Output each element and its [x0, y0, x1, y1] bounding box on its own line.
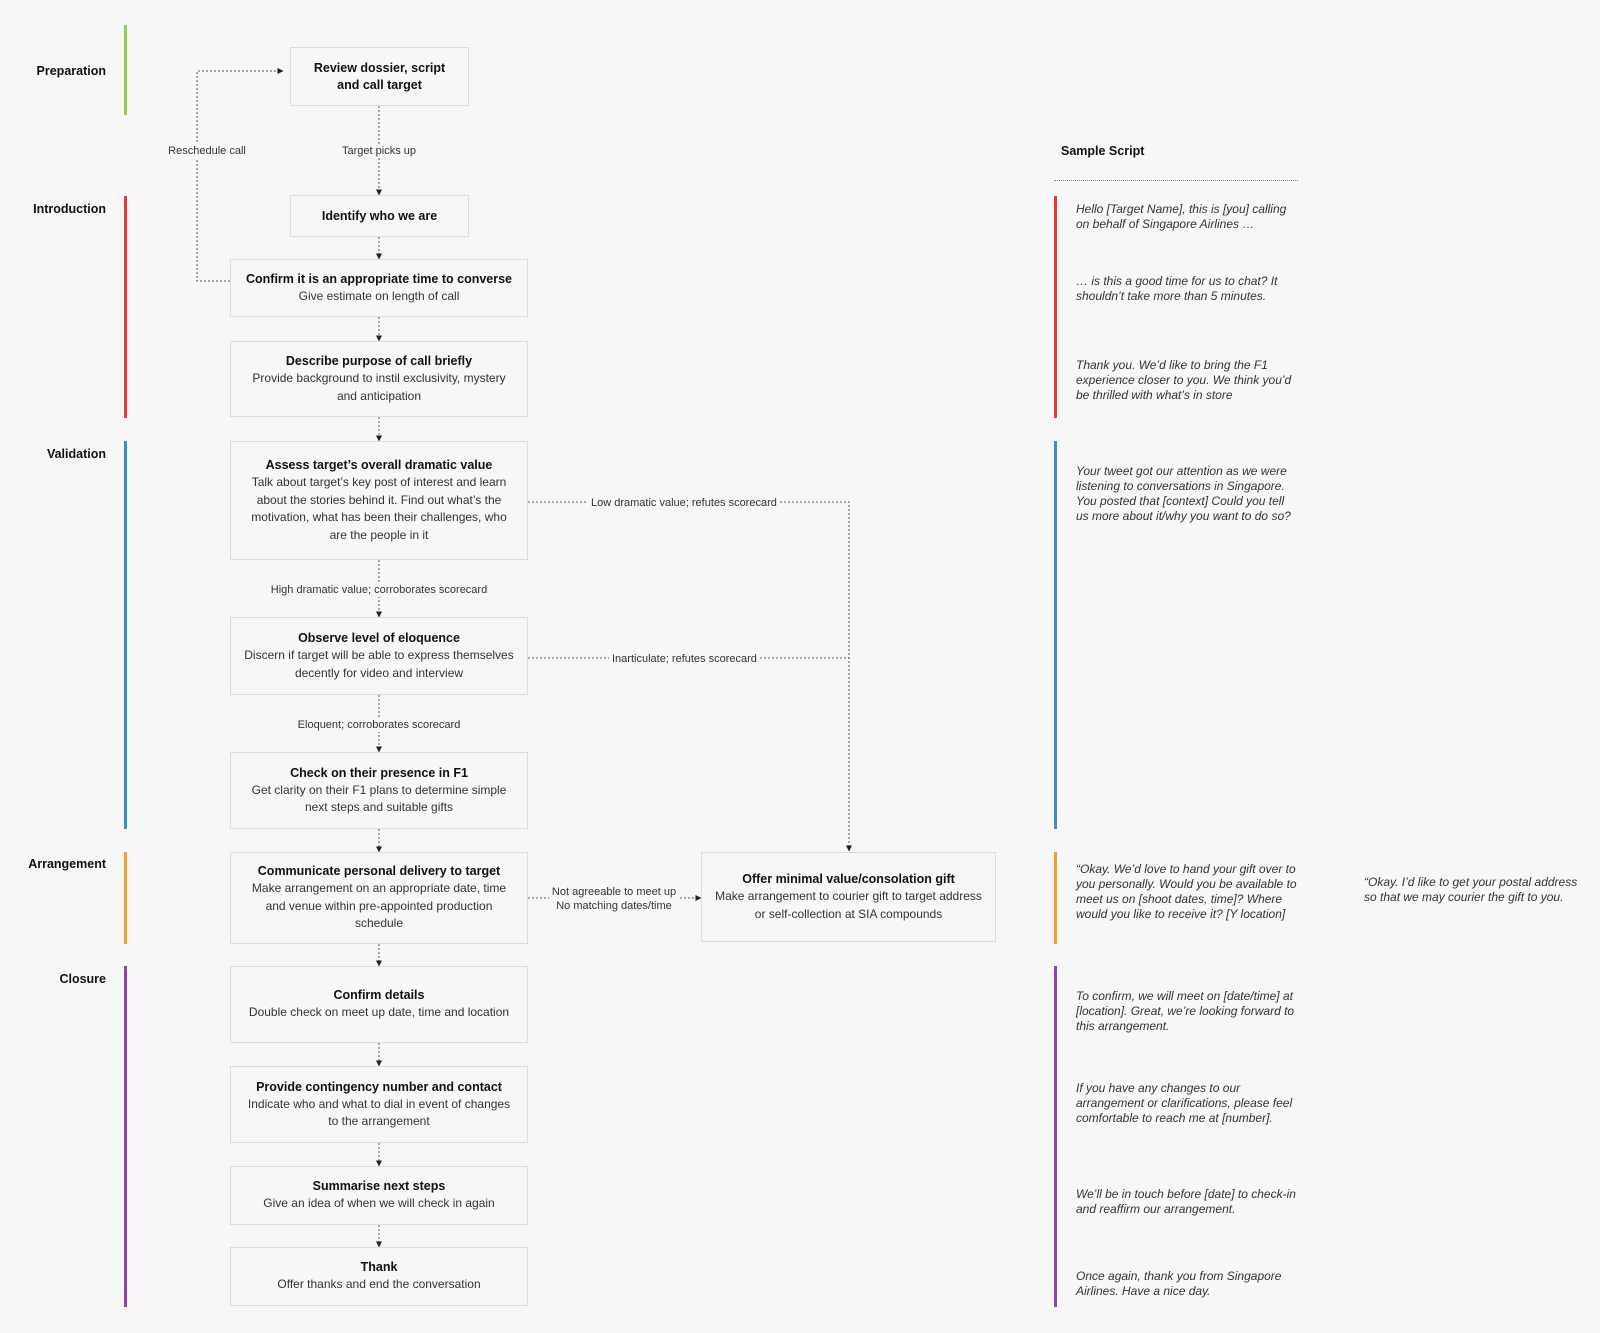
step-title: Offer minimal value/consolation gift: [742, 872, 955, 886]
script-hello: Hello [Target Name], this is [you] calling on behalf of Singapore Airlines …: [1076, 202, 1287, 231]
step-description: Indicate who and what to dial in event of changes to the arrangement: [247, 1096, 511, 1128]
step-description: Get clarity on their F1 plans to determine simple next steps and suitable gifts: [251, 782, 507, 814]
edge-label-not-agreeable-line-2: No matching dates/time: [556, 900, 672, 912]
step-assess-value: [230, 441, 528, 560]
step-title: Confirm details: [333, 988, 425, 1003]
step-description: Make arrangement to courier gift to target address or self-collection at SIA compounds: [715, 889, 982, 921]
step-description: Provide background to instil exclusivity, mystery and anticipation: [252, 371, 506, 403]
step-title: Observe level of eloquence: [298, 631, 460, 645]
step-identify: [290, 195, 469, 237]
script-bar-closure: [1054, 966, 1057, 1307]
step-title: Review dossier, script and call target: [313, 60, 446, 92]
script-hand-gift: “Okay. We’d love to hand your gift over to you personally. Would you be available to meet us on [shoot dates, time]? Where would you like to receive it? [Y location]: [1076, 862, 1297, 921]
step-description: Talk about target’s key post of interest and learn about the stories behind it. Find out what’s the motivation, what has been their challenges, who are the people in it: [251, 475, 507, 542]
step-title: Communicate personal delivery to target: [257, 864, 501, 879]
edge-label-high-dramatic: High dramatic value; corroborates scorecard: [268, 583, 490, 597]
step-confirm-details: [230, 966, 528, 1043]
step-description: Give estimate on length of call: [298, 288, 460, 303]
script-tweet: Your tweet got our attention as we were listening to conversations in Singapore. You posted that [context] Could you tell us more about it/why you want to do so?: [1076, 464, 1291, 523]
edge-label-target-picks-up: Target picks up: [339, 144, 419, 158]
script-postal: “Okay. I’d like to get your postal address so that we may courier the gift to you.: [1364, 875, 1578, 904]
script-bar-validation: [1054, 441, 1057, 829]
phase-bar-closure: [124, 966, 127, 1307]
script-once-again: Once again, thank you from Singapore Airlines. Have a nice day.: [1076, 1269, 1282, 1298]
step-title: Summarise next steps: [312, 1179, 446, 1194]
script-bar-arrangement: [1054, 852, 1057, 944]
phase-label-validation: Validation: [46, 447, 106, 461]
step-description: Give an idea of when we will check in again: [263, 1196, 495, 1211]
step-observe-eloquence: [230, 617, 528, 695]
connector-assess-offer: [528, 502, 849, 851]
phase-label-preparation: Preparation: [36, 64, 106, 78]
connector-reschedule-loop: [197, 71, 283, 281]
script-thank-you: Thank you. We’d like to bring the F1 experience closer to you. We think you’d be thrilled with what’s in store: [1076, 358, 1292, 402]
phase-bar-validation: [124, 441, 127, 829]
step-summarise: [230, 1166, 528, 1225]
phase-label-arrangement: Arrangement: [28, 857, 106, 871]
step-check-presence: [230, 752, 528, 829]
step-description: Double check on meet up date, time and location: [248, 1005, 510, 1020]
step-title: Confirm it is an appropriate time to converse: [245, 271, 513, 286]
phase-bar-preparation: [124, 25, 127, 115]
step-description: Make arrangement on an appropriate date, time and venue within pre-appointed production schedule: [251, 881, 507, 931]
step-title: Assess target’s overall dramatic value: [265, 458, 493, 472]
step-review-dossier: [290, 47, 469, 106]
step-offer-gift: [701, 852, 996, 942]
step-title: Thank: [360, 1260, 398, 1275]
script-bar-introduction: [1054, 196, 1057, 418]
step-communicate-delivery: [230, 852, 528, 944]
edge-label-not-agreeable: [549, 885, 679, 913]
edge-label-reschedule: Reschedule call: [165, 144, 249, 158]
step-title: Provide contingency number and contact: [256, 1079, 502, 1094]
phase-bar-arrangement: [124, 852, 127, 944]
sample-script-divider: [1054, 180, 1298, 181]
step-description: Offer thanks and end the conversation: [277, 1277, 481, 1292]
sample-script-heading: Sample Script: [1061, 144, 1145, 158]
step-title: Check on their presence in F1: [290, 765, 468, 780]
step-title: Identify who we are: [321, 208, 438, 223]
step-description: Discern if target will be able to express themselves decently for video and interview: [244, 648, 514, 680]
step-describe-purpose: [230, 341, 528, 417]
script-touch: We’ll be in touch before [date] to check-in and reaffirm our arrangement.: [1076, 1187, 1296, 1216]
edge-label-inarticulate: Inarticulate; refutes scorecard: [609, 652, 760, 666]
script-changes: If you have any changes to our arrangement or clarifications, please feel comfortable to reach me at [number].: [1076, 1081, 1293, 1125]
edge-label-not-agreeable-line-1: Not agreeable to meet up: [551, 886, 677, 898]
step-thank: [230, 1247, 528, 1306]
step-contingency: [230, 1066, 528, 1143]
phase-label-closure: Closure: [59, 972, 106, 986]
script-good-time: … is this a good time for us to chat? It shouldn’t take more than 5 minutes.: [1076, 274, 1278, 303]
step-title: Describe purpose of call briefly: [285, 354, 473, 368]
phase-bar-introduction: [124, 196, 127, 418]
edge-label-eloquent: Eloquent; corroborates scorecard: [295, 718, 464, 732]
phase-label-introduction: Introduction: [33, 202, 106, 216]
script-confirm: To confirm, we will meet on [date/time] at [location]. Great, we’re looking forward to this arrangement.: [1076, 989, 1295, 1033]
step-confirm-time: [230, 259, 528, 317]
edge-label-low-dramatic: Low dramatic value; refutes scorecard: [588, 496, 780, 510]
